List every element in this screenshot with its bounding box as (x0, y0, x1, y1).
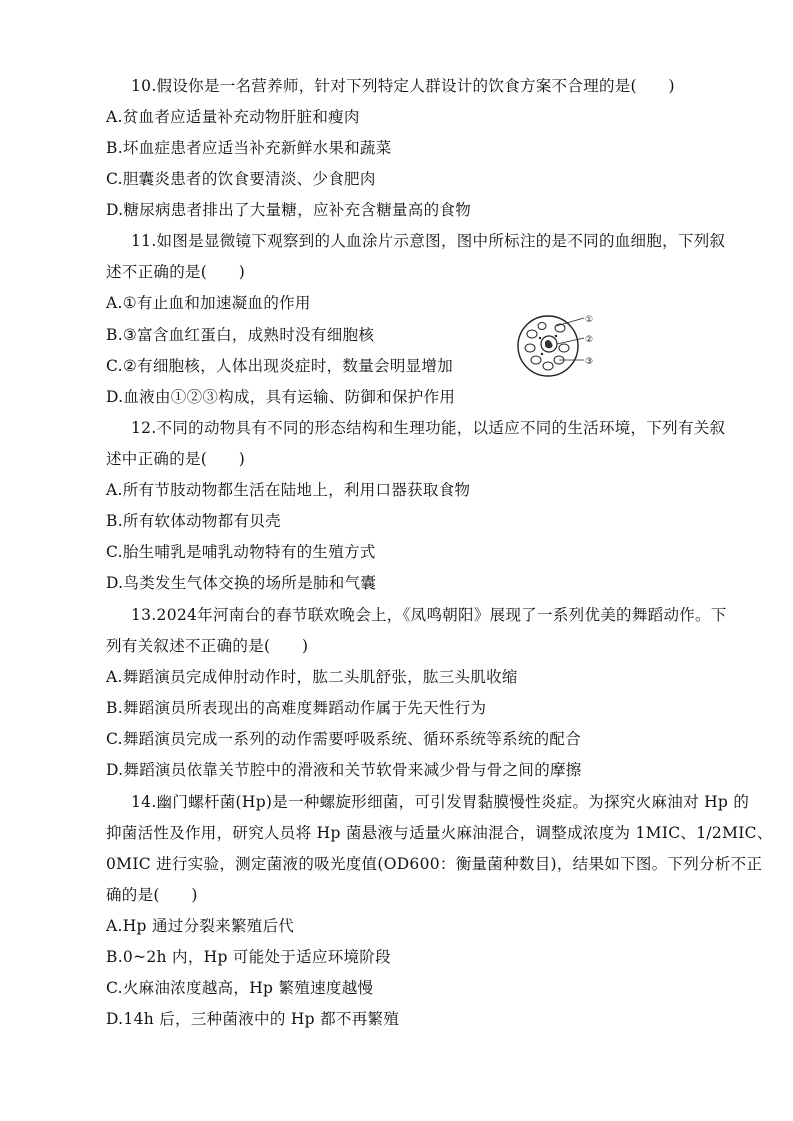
question-10-option-d: D.糖尿病患者排出了大量糖，应补充含糖量高的食物 (106, 201, 472, 219)
question-12-option-d: D.鸟类发生气体交换的场所是肺和气囊 (106, 574, 377, 592)
question-13-option-d: D.舞蹈演员依靠关节腔中的滑液和关节软骨来减少骨与骨之间的摩擦 (106, 761, 582, 779)
blood-smear-figure (512, 306, 600, 388)
question-14-option-a: A.Hp 通过分裂来繁殖后代 (106, 917, 295, 935)
question-10-option-b: B.坏血症患者应适当补充新鲜水果和蔬菜 (106, 139, 392, 157)
question-11-option-c: C.②有细胞核，人体出现炎症时，数量会明显增加 (106, 357, 454, 375)
question-10-option-a: A.贫血者应适量补充动物肝脏和瘦肉 (106, 108, 360, 126)
question-14-option-b: B.0~2h 内，Hp 可能处于适应环境阶段 (106, 948, 391, 966)
figure-label-2: ② (585, 335, 594, 345)
question-11-stem-cont: 述不正确的是( ) (106, 263, 246, 281)
question-12-option-c: C.胎生哺乳是哺乳动物特有的生殖方式 (106, 543, 376, 561)
question-12-stem: 12.不同的动物具有不同的形态结构和生理功能，以适应不同的生活环境，下列有关叙 (131, 419, 726, 437)
question-14-stem-cont-1: 抑菌活性及作用，研究人员将 Hp 菌悬液与适量火麻油混合，调整成浓度为 1MIC、1/2MIC、 (106, 824, 773, 842)
question-12-option-a: A.所有节肢动物都生活在陆地上，利用口器获取食物 (106, 481, 471, 499)
question-13-option-a: A.舞蹈演员完成伸肘动作时，肱二头肌舒张，肱三头肌收缩 (106, 668, 518, 686)
question-14-stem: 14.幽门螺杆菌(Hp)是一种螺旋形细菌，可引发胃黏膜慢性炎症。为探究火麻油对 Hp 的 (131, 793, 750, 811)
question-12-option-b: B.所有软体动物都有贝壳 (106, 512, 281, 530)
question-13-option-b: B.舞蹈演员所表现出的高难度舞蹈动作属于先天性行为 (106, 699, 487, 717)
question-14-stem-cont-3: 确的是( ) (106, 886, 198, 904)
figure-label-1: ① (585, 315, 594, 325)
question-11-option-a: A.①有止血和加速凝血的作用 (106, 294, 311, 312)
question-11-stem: 11.如图是显微镜下观察到的人血涂片示意图，图中所标注的是不同的血细胞，下列叙 (131, 232, 726, 250)
question-13-option-c: C.舞蹈演员完成一系列的动作需要呼吸系统、循环系统等系统的配合 (106, 730, 582, 748)
question-14-stem-cont-2: 0MIC 进行实验，测定菌液的吸光度值(OD600：衡量菌种数目)，结果如下图。下列分析不正 (106, 855, 763, 873)
question-13-stem: 13.2024年河南台的春节联欢晚会上，《凤鸣朝阳》展现了一系列优美的舞蹈动作。下 (131, 606, 727, 624)
question-12-stem-cont: 述中正确的是( ) (106, 450, 246, 468)
question-14-option-d: D.14h 后，三种菌液中的 Hp 都不再繁殖 (106, 1010, 400, 1028)
question-10-stem: 10.假设你是一名营养师，针对下列特定人群设计的饮食方案不合理的是( ) (131, 77, 675, 95)
question-13-stem-cont: 列有关叙述不正确的是( ) (106, 637, 309, 655)
question-14-option-c: C.火麻油浓度越高，Hp 繁殖速度越慢 (106, 979, 374, 997)
figure-label-3: ③ (585, 357, 594, 367)
question-10-option-c: C.胆囊炎患者的饮食要清淡、少食肥肉 (106, 170, 376, 188)
question-11-option-d: D.血液由①②③构成，具有运输、防御和保护作用 (106, 388, 456, 406)
question-11-option-b: B.③富含血红蛋白，成熟时没有细胞核 (106, 326, 375, 344)
